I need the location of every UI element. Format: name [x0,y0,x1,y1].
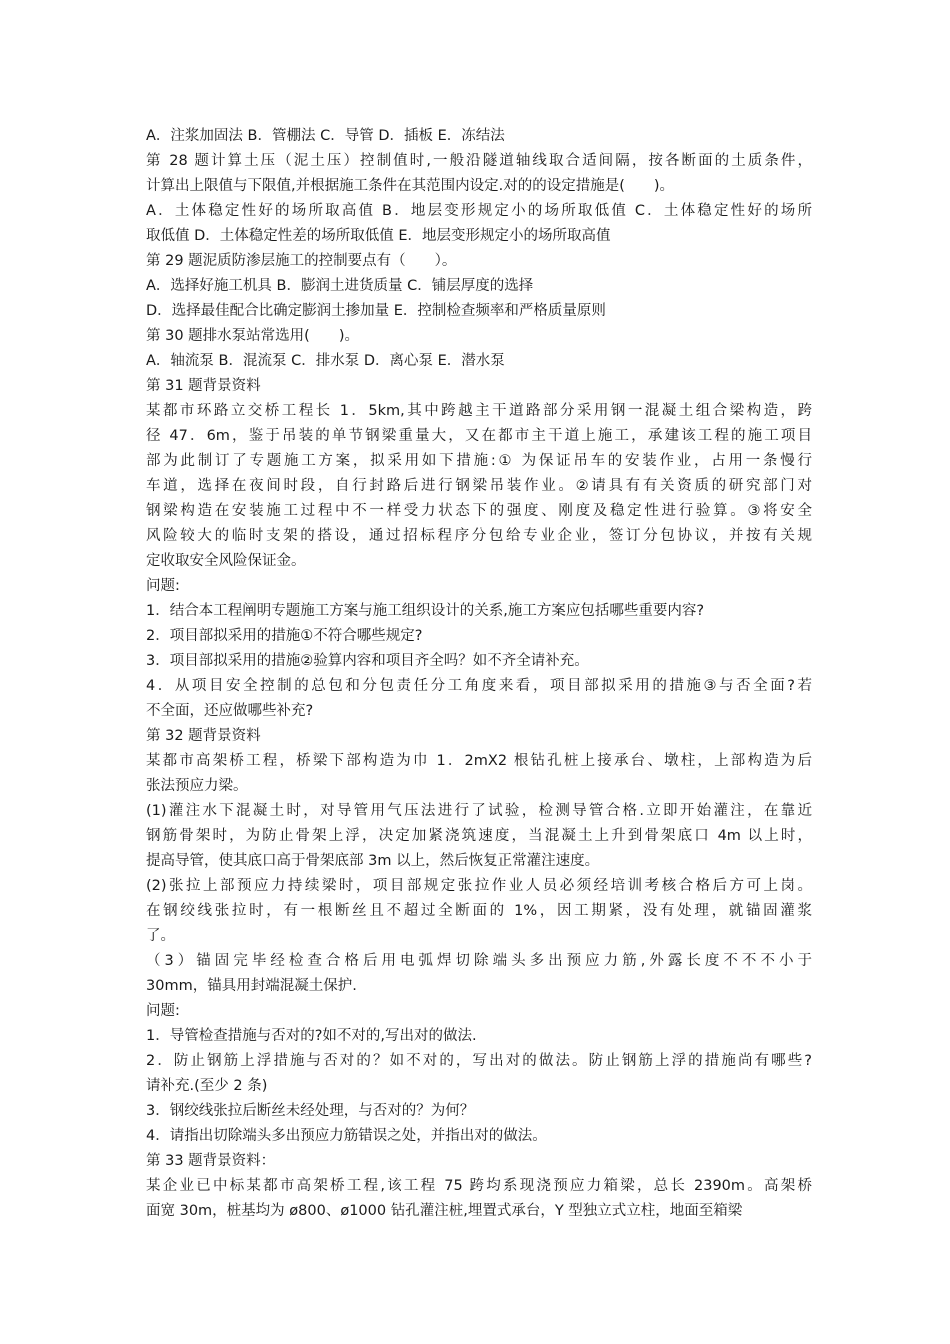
text-line: 4．从项目安全控制的总包和分包责任分工角度来看，项目部拟采用的措施③与否全面?若 [146,678,812,694]
text-line: 车道，选择在夜间时段，自行封路后进行钢梁吊装作业。②请具有有关资质的研究部门对 [146,478,812,494]
text-line: 取低值 D．土体稳定性差的场所取低值 E．地层变形规定小的场所取高值 [146,228,611,244]
text-line: 提高导管，使其底口高于骨架底部 3m 以上，然后恢复正常灌注速度。 [146,853,600,869]
text-line: 风险较大的临时支架的搭设，通过招标程序分包给专业企业，签订分包协议，并按有关规 [146,528,812,544]
text-line: 2．防止钢筋上浮措施与否对的？如不对的，写出对的做法。防止钢筋上浮的措施尚有哪些? [146,1053,812,1069]
text-line: 某都市环路立交桥工程长 1．5km,其中跨越主干道路部分采用钢一混凝土组合梁构造，跨 [146,403,812,419]
text-line: 第 28 题计算土压（泥土压）控制值时,一般沿隧道轴线取合适间隔，按各断面的土质条件， [146,153,812,169]
text-line: 某都市高架桥工程，桥梁下部构造为巾 1．2mX2 根钻孔桩上接承台、墩柱，上部构造为后 [146,753,812,769]
text-line: 定收取安全风险保证金。 [146,553,306,569]
text-line: 第 33 题背景资料： [146,1153,276,1169]
text-line: 第 30 题排水泵站常选用( )。 [146,328,359,344]
text-line: 计算出上限值与下限值,并根据施工条件在其范围内设定.对的的设定措施是( )。 [146,178,675,194]
text-line: (1)灌注水下混凝土时，对导管用气压法进行了试验，检测导管合格.立即开始灌注，在靠近 [146,803,812,819]
text-line: 2．项目部拟采用的措施①不符合哪些规定? [146,628,423,644]
text-line: 在钢绞线张拉时，有一根断丝且不超过全断面的 1%，因工期紧，没有处理，就锚固灌浆 [146,903,812,919]
text-line: 3．项目部拟采用的措施②验算内容和项目齐全吗？如不齐全请补充。 [146,653,589,669]
document-body [146,124,812,1224]
text-line: A．选择好施工机具 B．膨润土进货质量 C．铺层厚度的选择 [146,278,534,294]
text-line: D．选择最佳配合比确定膨润土掺加量 E．控制检查频率和严格质量原则 [146,303,606,319]
text-line: 30mm，锚具用封端混凝土保护. [146,978,357,994]
text-line: A．注浆加固法 B．管棚法 C．导管 D．插板 E．冻结法 [146,128,505,144]
text-line: 张法预应力梁。 [146,778,248,794]
text-line: 径 47．6m，鉴于吊装的单节钢梁重量大，又在都市主干道上施工，承建该工程的施工项目 [146,428,812,444]
text-line: 第 31 题背景资料 [146,378,261,394]
text-line: 某企业已中标某都市高架桥工程,该工程 75 跨均系现浇预应力箱梁，总长 2390m。高架桥 [146,1178,812,1194]
text-line: 了。 [146,928,175,944]
text-line: A．土体稳定性好的场所取高值 B．地层变形规定小的场所取低值 C．土体稳定性好的场所 [146,203,812,219]
text-line: 请补充.(至少 2 条) [146,1078,268,1094]
text-line: 钢梁构造在安装施工过程中不一样受力状态下的强度、刚度及稳定性进行验算。③将安全 [146,503,812,519]
text-line: 部为此制订了专题施工方案，拟采用如下措施:① 为保证吊车的安装作业，占用一条慢行 [146,453,812,469]
text-line: 问题: [146,1003,180,1019]
text-line: 1．导管检查措施与否对的?如不对的,写出对的做法. [146,1028,477,1044]
text-line: 第 32 题背景资料 [146,728,261,744]
text-line: A．轴流泵 B．混流泵 C．排水泵 D．离心泵 E．潜水泵 [146,353,505,369]
text-line: 4．请指出切除端头多出预应力筋错误之处，并指出对的做法。 [146,1128,547,1144]
text-line: 面宽 30m，桩基均为 ø800、ø1000 钻孔灌注桩,埋置式承台，Y 型独立式立柱，地面至箱梁 [146,1203,743,1219]
text-line: 第 29 题泥质防渗层施工的控制要点有（ ）。 [146,253,457,269]
text-line: 钢筋骨架时，为防止骨架上浮，决定加紧浇筑速度，当混凝土上升到骨架底口 4m 以上时， [146,828,812,844]
text-line: 3．钢绞线张拉后断丝未经处理，与否对的？为何？ [146,1103,475,1119]
text-line: 不全面，还应做哪些补充? [146,703,314,719]
text-line: 1．结合本工程阐明专题施工方案与施工组织设计的关系,施工方案应包括哪些重要内容? [146,603,705,619]
text-line: 问题: [146,578,180,594]
text-line: (2)张拉上部预应力持续梁时，项目部规定张拉作业人员必须经培训考核合格后方可上岗。 [146,878,812,894]
text-line: （3）锚固完毕经检查合格后用电弧焊切除端头多出预应力筋,外露长度不不不小于 [146,953,812,969]
